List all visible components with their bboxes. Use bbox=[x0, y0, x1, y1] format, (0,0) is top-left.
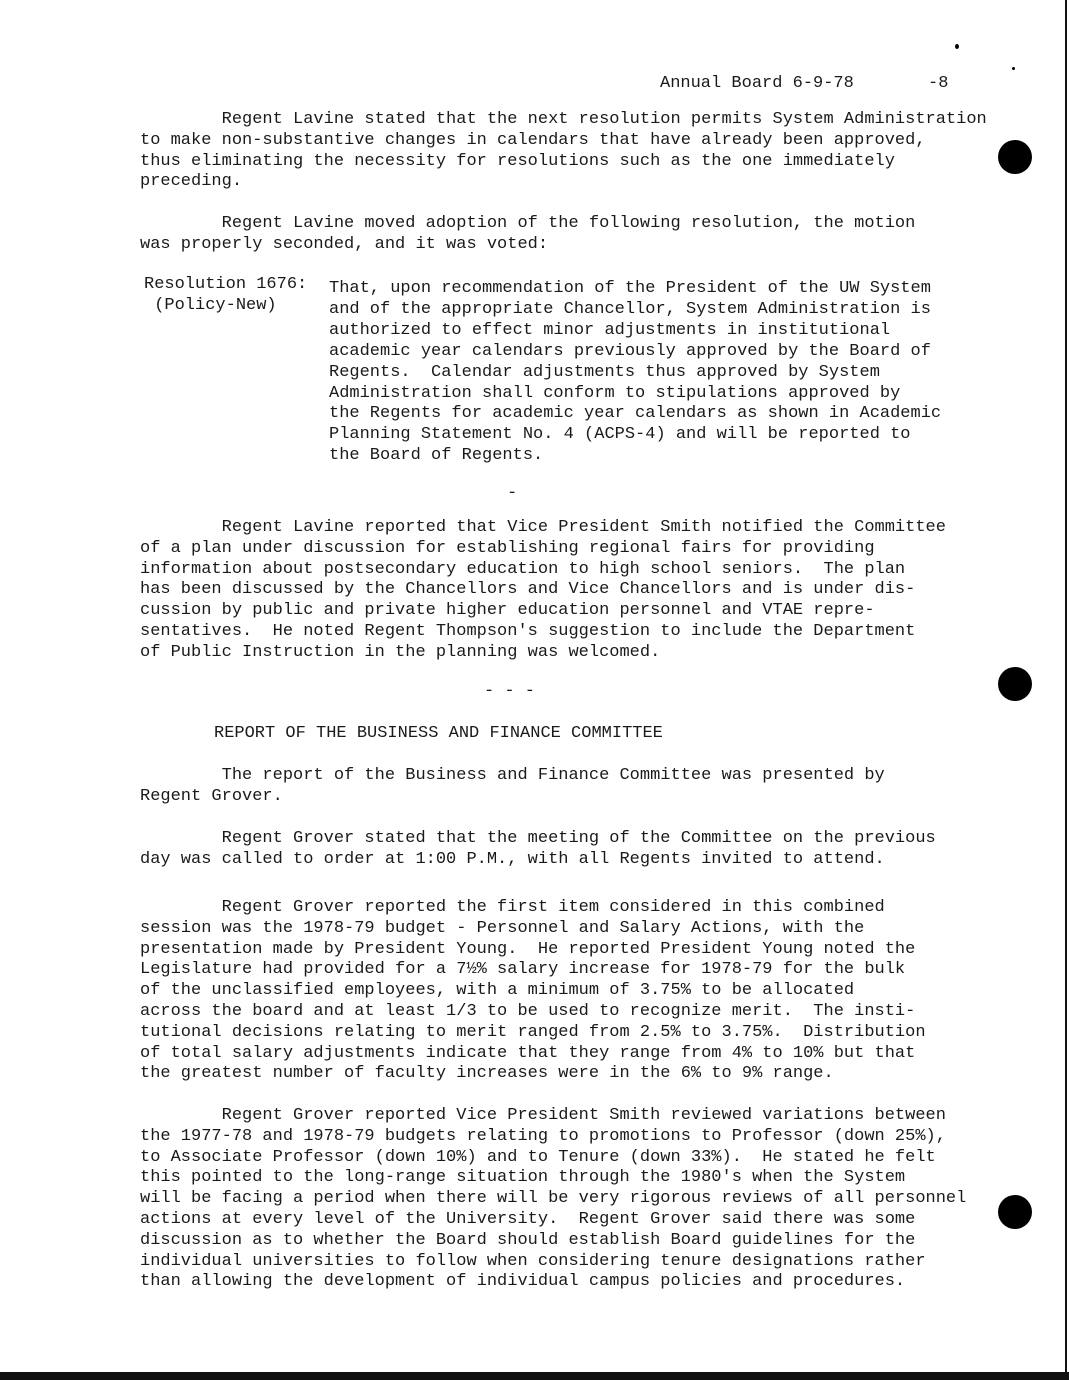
page-number: -8 bbox=[928, 74, 949, 93]
paragraph-meeting-called: Regent Grover stated that the meeting of the Committee on the previous day was called to order at 1:00 P.M., with all Regents invited to attend. bbox=[140, 829, 936, 869]
resolution-label: Resolution 1676: (Policy-New) bbox=[144, 275, 308, 315]
resolution-text: That, upon recommendation of the President of the UW System and of the appropriate Chancellor, System Administration is authorized to effect minor adjustments in institutional academic year calendars previously approved by the Board of Regents. Calendar adjustments thus approved by System Administration shall conform to stipulations approved by the Regents for academic year calendars as shown in Academic Planning Statement No. 4 (ACPS-4) and will be reported to the Board of Regents. bbox=[329, 279, 942, 466]
page-edge-bottom bbox=[0, 1372, 1069, 1380]
scan-speck bbox=[955, 44, 959, 49]
binder-hole-top bbox=[998, 140, 1032, 174]
page-edge-right bbox=[1065, 0, 1067, 1372]
binder-hole-bottom bbox=[998, 1195, 1032, 1229]
paragraph-report-presented: The report of the Business and Finance Committee was presented by Regent Grover. bbox=[140, 766, 885, 806]
binder-hole-middle bbox=[998, 667, 1032, 701]
paragraph-budget-salary: Regent Grover reported the first item considered in this combined session was the 1978-79 budget - Personnel and Salary Actions, with the presentation made by President Young. He reported President Young noted the Legislature had provided for a 7½% salary increase for 1978-79 for the bulk of the unclassified employees, with a minimum of 3.75% to be allocated across the board and at least 1/3 to be used to recognize merit. The insti- tutional decisions relating to merit ranged from 2.5% to 3.75%. Distribution of total salary adjustments indicate that they range from 4% to 10% but that the greatest number of faculty increases were in the 6% to 9% range. bbox=[140, 898, 926, 1084]
section-heading: REPORT OF THE BUSINESS AND FINANCE COMMITTEE bbox=[214, 724, 663, 743]
separator-dashes: - - - bbox=[484, 682, 536, 701]
paragraph-regional-fairs: Regent Lavine reported that Vice President Smith notified the Committee of a plan under discussion for establishing regional fairs for providing information about postsecondary education to high school seniors. The plan has been discussed by the Chancellors and Vice Chancellors and is under dis- cussion by public and private higher education personnel and VTAE repre- sentatives. He noted Regent Thompson's suggestion to include the Department of Public Instruction in the planning was welcomed. bbox=[140, 518, 946, 662]
paragraph-promotions-tenure: Regent Grover reported Vice President Smith reviewed variations between the 1977-78 and 1978-79 budgets relating to promotions to Professor (down 25%), to Associate Professor (down 10%) and to Tenure (down 33%). He stated he felt this pointed to the long-range situation through the 1980's when the System will be facing a period when there will be very rigorous reviews of all personnel actions at every level of the University. Regent Grover said there was some discussion as to whether the Board should establish Board guidelines for the individual universities to follow when considering tenure designations rather than allowing the development of individual campus policies and procedures. bbox=[140, 1106, 967, 1292]
separator-dash: - bbox=[507, 484, 518, 503]
paragraph-motion: Regent Lavine moved adoption of the following resolution, the motion was properly seconded, and it was voted: bbox=[140, 214, 916, 254]
scan-speck bbox=[1012, 67, 1015, 70]
paragraph-calendar-changes: Regent Lavine stated that the next resolution permits System Administration to make non-substantive changes in calendars that have already been approved, thus eliminating the necessity for resolutions such as the one immediately preceding. bbox=[140, 110, 987, 192]
page-header-title: Annual Board 6-9-78 bbox=[660, 74, 854, 93]
